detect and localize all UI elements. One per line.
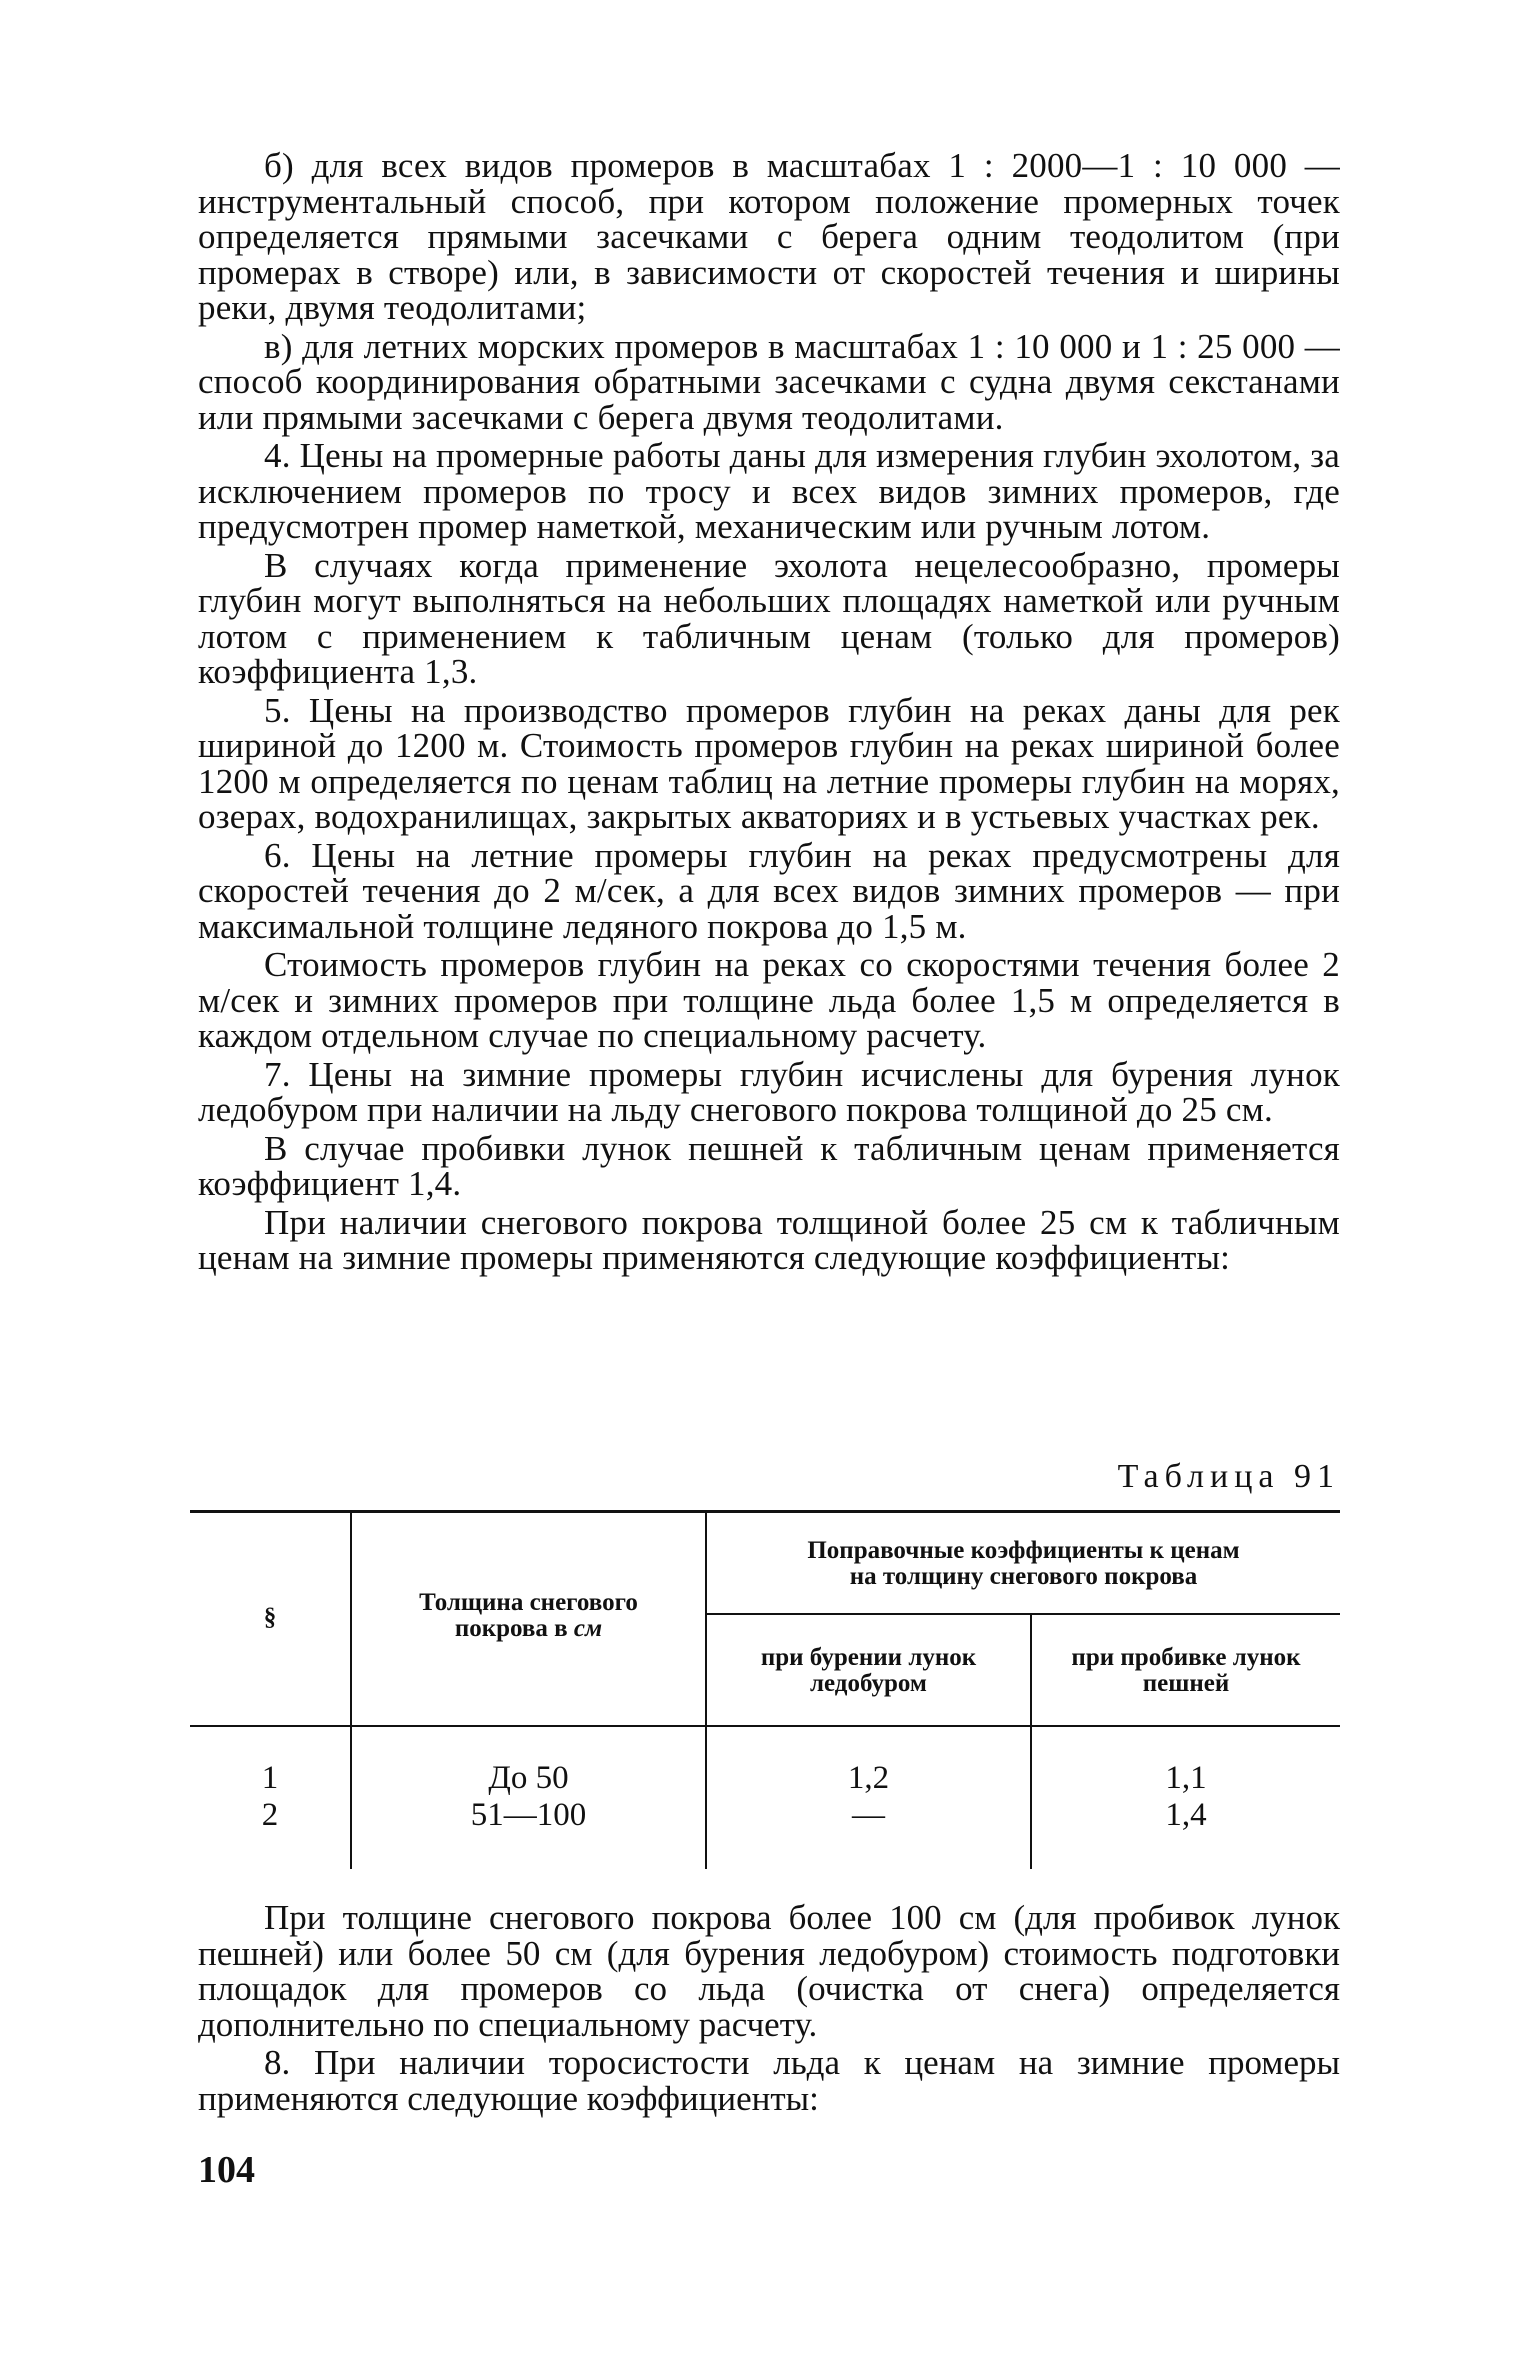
row2-drill: — — [852, 1797, 885, 1833]
table-group-rule — [706, 1613, 1340, 1615]
row1-drill: 1,2 — [847, 1760, 890, 1796]
row1-num: 1 — [261, 1760, 279, 1796]
paragraph-6: 6. Цены на летние промеры глубин на реках предусмотрены для скоростей течения до 2 м/сек, а для всех видов зимних промеров — при максимальной толщине ледяного покрова до 1,5 м. — [198, 835, 1340, 946]
header-group-line2: на толщину снегового покрова — [849, 1563, 1198, 1590]
paragraph-v: в) для летних морских промеров в масштабах 1 : 10 000 и 1 : 25 000 — способ координирования обратными засечками с судна двумя секстанами или прямыми засечками с берега двумя теодолитами. — [198, 326, 1340, 437]
row1-pick: 1,1 — [1165, 1760, 1207, 1796]
paragraph-8: 8. При наличии торосистости льда к ценам на зимние промеры применяются следующие коэффициенты: — [198, 2043, 1340, 2118]
paragraph-7-continued: В случае пробивки лунок пешней к табличным ценам применяется коэффициент 1,4. — [198, 1128, 1340, 1203]
header-group — [707, 1538, 1340, 1590]
paragraph-5: 5. Цены на производство промеров глубин на реках даны для рек шириной до 1200 м. Стоимость промеров глубин на реках шириной более 1200 м определяется по ценам таблиц на летние промеры глубин на морях, озерах, водохранилищах, закрытых акваториях и в устьевых участках рек. — [198, 690, 1340, 836]
paragraph-after-table: При толщине снегового покрова более 100 см (для пробивок лунок пешней) или более 50 см (для бурения ледобуром) стоимость подготовки площадок для промеров со льда (очистка от снега) определяется дополнительно по специальному расчету. — [198, 1898, 1340, 2044]
table-top-rule — [190, 1510, 1340, 1513]
header-drill — [707, 1645, 1030, 1697]
header-thickness-line2 — [352, 1616, 705, 1642]
row2-pick: 1,4 — [1165, 1797, 1207, 1833]
paragraph-b: б) для всех видов промеров в масштабах 1 : 2000—1 : 10 000 — инструментальный способ, при котором положение промерных точек определяется прямыми засечками с берега одним теодолитом (при промерах в створе) или, в зависимости от скоростей течения и ширины реки, двумя теодолитами; — [198, 146, 1340, 327]
header-pick-line1: при пробивке лунок — [1071, 1644, 1301, 1671]
header-thickness-line1: Толщина снегового — [419, 1589, 638, 1616]
row2-thickness: 51—100 — [470, 1797, 587, 1833]
row1-thickness: До 50 — [488, 1760, 569, 1796]
header-group-line1: Поправочные коэффициенты к ценам — [807, 1537, 1240, 1564]
paragraph-4-continued: В случаях когда применение эхолота нецелесообразно, промеры глубин могут выполняться на небольших площадях наметкой или ручным лотом с применением к табличным ценам (только для промеров) коэффициента 1,3. — [198, 545, 1340, 691]
coefficients-table — [190, 1510, 1340, 1870]
header-section-symbol: § — [263, 1604, 277, 1631]
header-thickness — [352, 1590, 705, 1642]
table-caption: Таблица 91 — [1117, 1458, 1340, 1495]
header-drill-line2: ледобуром — [810, 1670, 927, 1697]
page-number: 104 — [198, 2149, 255, 2191]
header-pick-line2: пешней — [1142, 1670, 1230, 1697]
header-thickness-text: покрова в — [454, 1615, 568, 1642]
header-thickness-unit: см — [573, 1615, 603, 1642]
body-text-top — [198, 148, 1340, 1279]
paragraph-4: 4. Цены на промерные работы даны для измерения глубин эхолотом, за исключением промеров по тросу и всех видов зимних промеров, где предусмотрен промер наметкой, механическим или ручным лотом. — [198, 436, 1340, 546]
header-pick — [1032, 1645, 1340, 1697]
header-drill-line1: при бурении лунок — [760, 1644, 977, 1671]
body-text-bottom — [198, 1900, 1340, 2119]
paragraph-7: 7. Цены на зимние промеры глубин исчислены для бурения лунок ледобуром при наличии на льду снегового покрова толщиной до 25 см. — [198, 1054, 1340, 1129]
paragraph-6-continued: Стоимость промеров глубин на реках со скоростями течения более 2 м/сек и зимних промеров при толщине льда более 1,5 м определяется в каждом отдельном случае по специальному расчету. — [198, 945, 1340, 1055]
table-header-rule — [190, 1725, 1340, 1727]
paragraph-7-coefficients: При наличии снегового покрова толщиной более 25 см к табличным ценам на зимние промеры применяются следующие коэффициенты: — [198, 1202, 1340, 1277]
row2-num: 2 — [261, 1797, 279, 1833]
